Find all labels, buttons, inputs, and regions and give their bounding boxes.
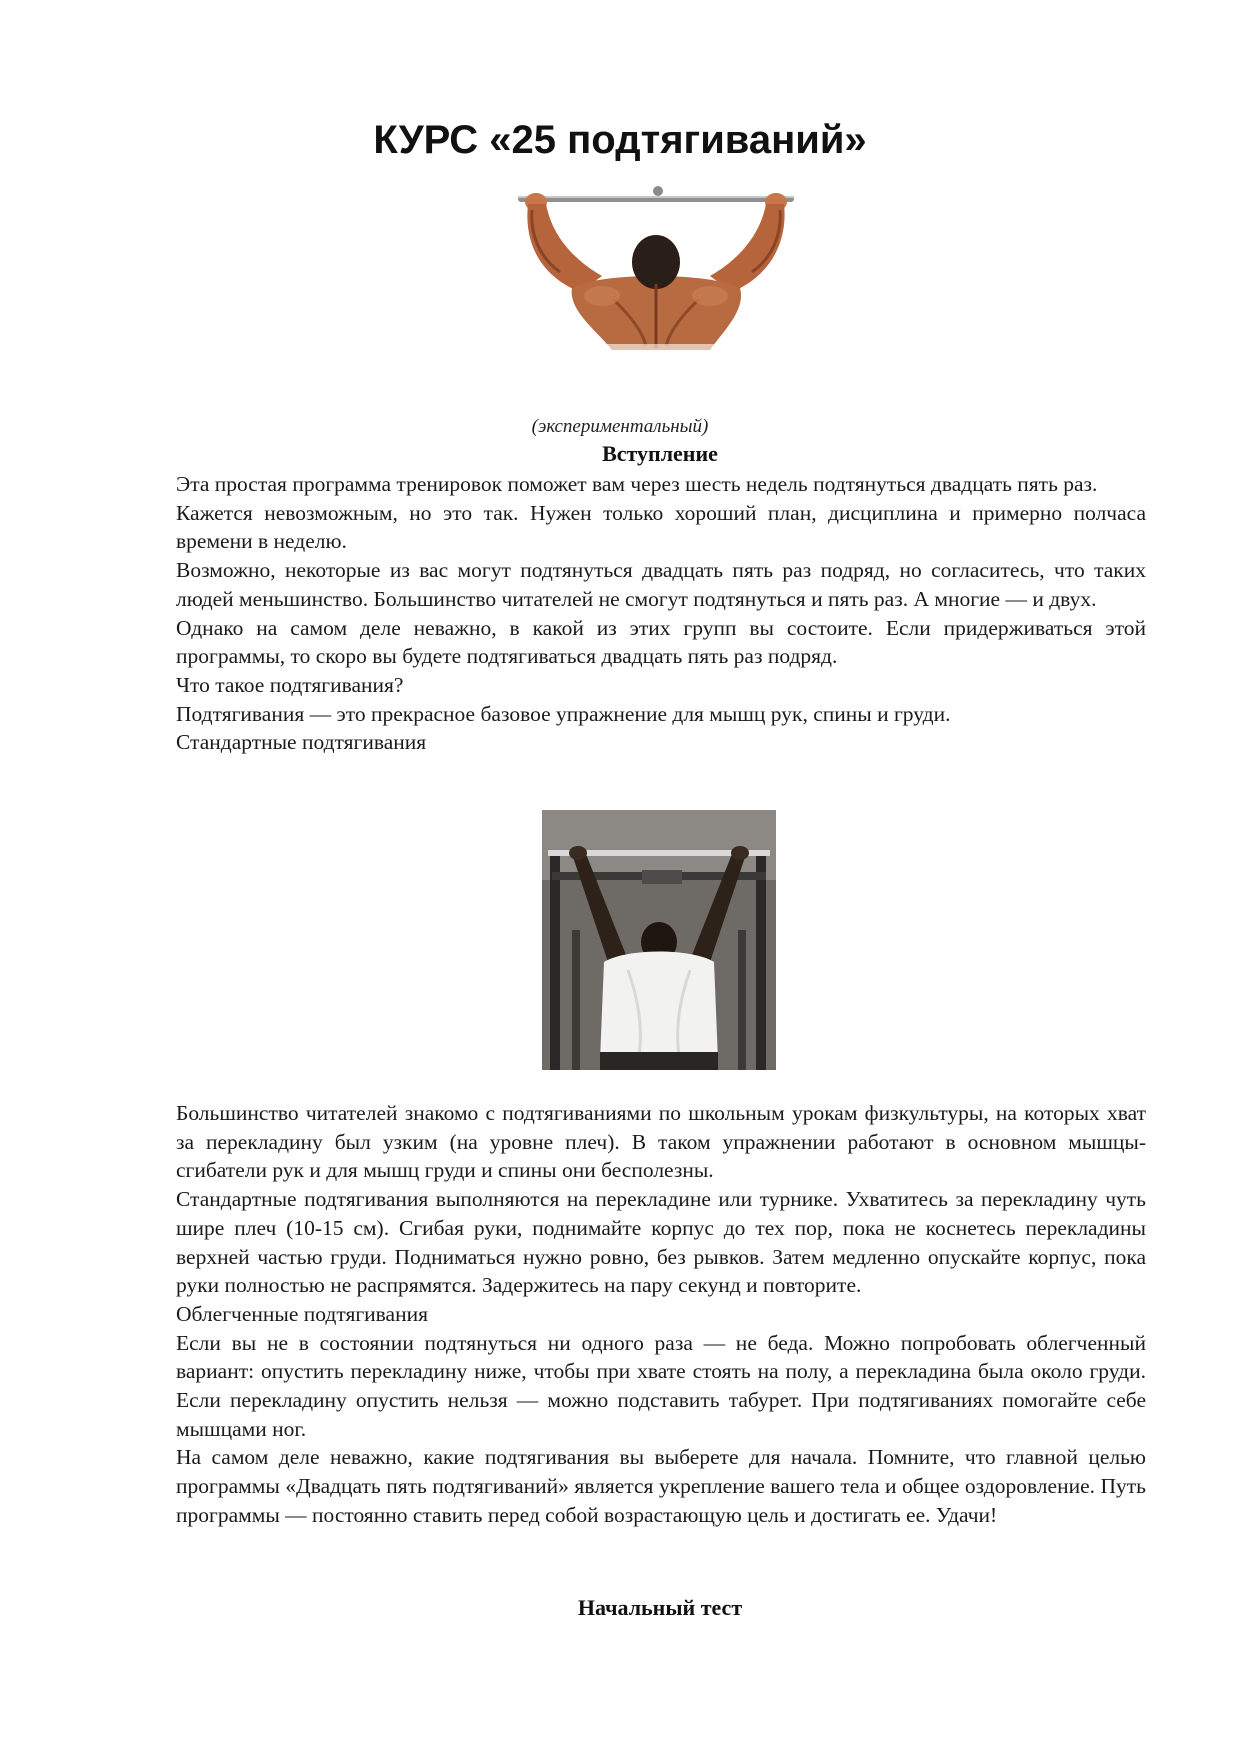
initial-test-heading: Начальный тест xyxy=(577,1595,743,1620)
paragraph: На самом деле неважно, какие подтягивания вы выберете для начала. Помните, что главной целью программы «Двадцать пять подтягиваний» является укрепление вашего тела и общее оздоровление. Путь программы — постоянно ставить перед собой возрастающую цель и достигать ее. Удачи! xyxy=(176,1445,1146,1527)
intro-heading: Вступление xyxy=(602,441,718,466)
paragraph: Большинство читателей знакомо с подтягиваниями по школьным урокам физкультуры, на которых хват за перекладину был узким (на уровне плеч). В таком упражнении работают в основном мышцы-сгибатели рук и для мышц груди и спины они бесполезны. xyxy=(176,1101,1146,1183)
paragraph: Что такое подтягивания? xyxy=(176,672,404,697)
pullup-back-illustration xyxy=(510,180,810,370)
intro-text xyxy=(176,470,1146,757)
paragraph: Кажется невозможным, но это так. Нужен только хороший план, дисциплина и примерно полчаса времени в неделю. xyxy=(176,500,1146,554)
paragraph: Стандартные подтягивания xyxy=(176,730,427,755)
main-text xyxy=(176,1099,1146,1530)
paragraph: Стандартные подтягивания выполняются на перекладине или турнике. Ухватитесь за перекладину чуть шире плеч (10-15 см). Сгибая руки, поднимайте корпус до тех пор, пока не коснетесь перекладины верхней частью груди. Подниматься нужно ровно, без рывков. Затем медленно опускайте корпус, пока руки полностью не распрямятся. Задержитесь на пару секунд и повторите. xyxy=(176,1187,1146,1298)
standard-pullup-photo xyxy=(542,810,776,1070)
subtitle: (экспериментальный) xyxy=(531,416,709,437)
paragraph: Однако на самом деле неважно, в какой из этих групп вы состоите. Если придерживаться этой программы, то скоро вы будете подтягиваться двадцать пять раз подряд. xyxy=(176,615,1146,669)
page-title: КУРС «25 подтягиваний» xyxy=(373,118,867,162)
paragraph: Подтягивания — это прекрасное базовое упражнение для мышц рук, спины и груди. xyxy=(176,701,951,726)
paragraph: Если вы не в состоянии подтянуться ни одного раза — не беда. Можно попробовать облегченный вариант: опустить перекладину ниже, чтобы при хвате стоять на полу, а перекладина была около груди. Если перекладину опустить нельзя — можно подставить табурет. При подтягиваниях помогайте себе мышцами ног. xyxy=(176,1330,1146,1441)
paragraph: Возможно, некоторые из вас могут подтянуться двадцать пять раз подряд, но согласитесь, что таких людей меньшинство. Большинство читателей не смогут подтянуться и пять раз. А многие — и двух. xyxy=(176,558,1146,611)
paragraph: Облегченные подтягивания xyxy=(176,1301,428,1326)
paragraph: Эта простая программа тренировок поможет вам через шесть недель подтянуться двадцать пять раз. xyxy=(176,472,1098,496)
